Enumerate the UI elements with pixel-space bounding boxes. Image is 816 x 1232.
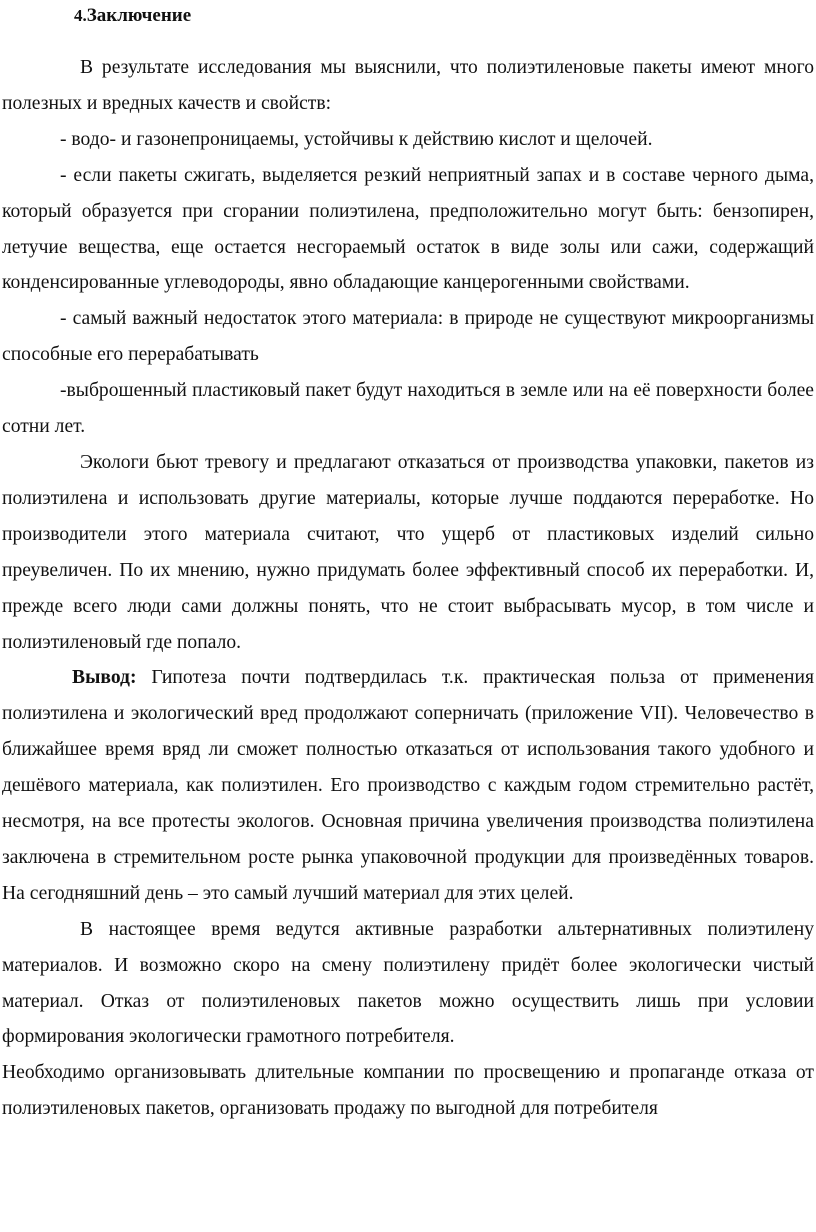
paragraph-results-intro: В результате исследования мы выяснили, что полиэтиленовые пакеты имеют много полезных и вредных качеств и свойств: — [2, 57, 814, 114]
paragraph-burning: - если пакеты сжигать, выделяется резкий неприятный запах и в составе черного дыма, который образуется при сгорании полиэтилена, предположительно могут быть: бензопирен, летучие вещества, еще остается несгораемый остаток в виде золы или сажи, содержащий конденсированные углеводороды, явно обладающие канцерогенными свойствами. — [2, 164, 814, 294]
paragraph-waterproof: - водо- и газонепроницаемы, устойчивы к действию кислот и щелочей. — [60, 128, 653, 150]
section-number: 4. — [74, 6, 87, 25]
paragraph-ecologists: Экологи бьют тревогу и предлагают отказаться от производства упаковки, пакетов из полиэтилена и использовать другие материалы, которые лучше поддаются переработке. Но производители этого материала считают, что ущерб от пластиковых изделий сильно преувеличен. По их мнению, нужно придумать более эффективный способ их переработки. И, прежде всего люди сами должны понять, что не стоит выбрасывать мусор, в том числе и полиэтиленовый где попало. — [2, 451, 814, 653]
paragraph-decomposition: -выброшенный пластиковый пакет будут находиться в земле или на её поверхности более сотни лет. — [2, 380, 814, 438]
section-title: Заключение — [86, 5, 192, 26]
paragraph-alternatives: В настоящее время ведутся активные разработки альтернативных полиэтилену материалов. И возможно скоро на смену полиэтилену придёт более экологически чистый материал. Отказ от полиэтиленовых пакетов можно осуществить лишь при условии формирования экологически грамотного потребителя. — [2, 918, 814, 1048]
conclusion-text: Гипотеза почти подтвердилась т.к. практическая польза от применения полиэтилена и экологический вред продолжают соперничать (приложение VII). Человечество в ближайшее время вряд ли сможет полностью отказаться от использования такого удобного и дешёвого материала, как полиэтилен. Его производство с каждым годом стремительно растёт, несмотря, на все протесты экологов. Основная причина увеличения производства полиэтилена заключена в стремительном росте рынка упаковочной продукции для произведённых товаров. На сегодняшний день – это самый лучший материал для этих целей. — [2, 667, 814, 904]
conclusion-label: Вывод: — [72, 667, 137, 689]
paragraph-campaigns: Необходимо организовывать длительные компании по просвещению и пропаганде отказа от полиэтиленовых пакетов, организовать продажу по выгодной для потребителя — [2, 1062, 814, 1120]
paragraph-conclusion — [2, 660, 814, 911]
paragraph-microorganisms: - самый важный недостаток этого материала: в природе не существуют микроорганизмы способные его перерабатывать — [2, 308, 814, 366]
section-heading — [74, 4, 814, 28]
